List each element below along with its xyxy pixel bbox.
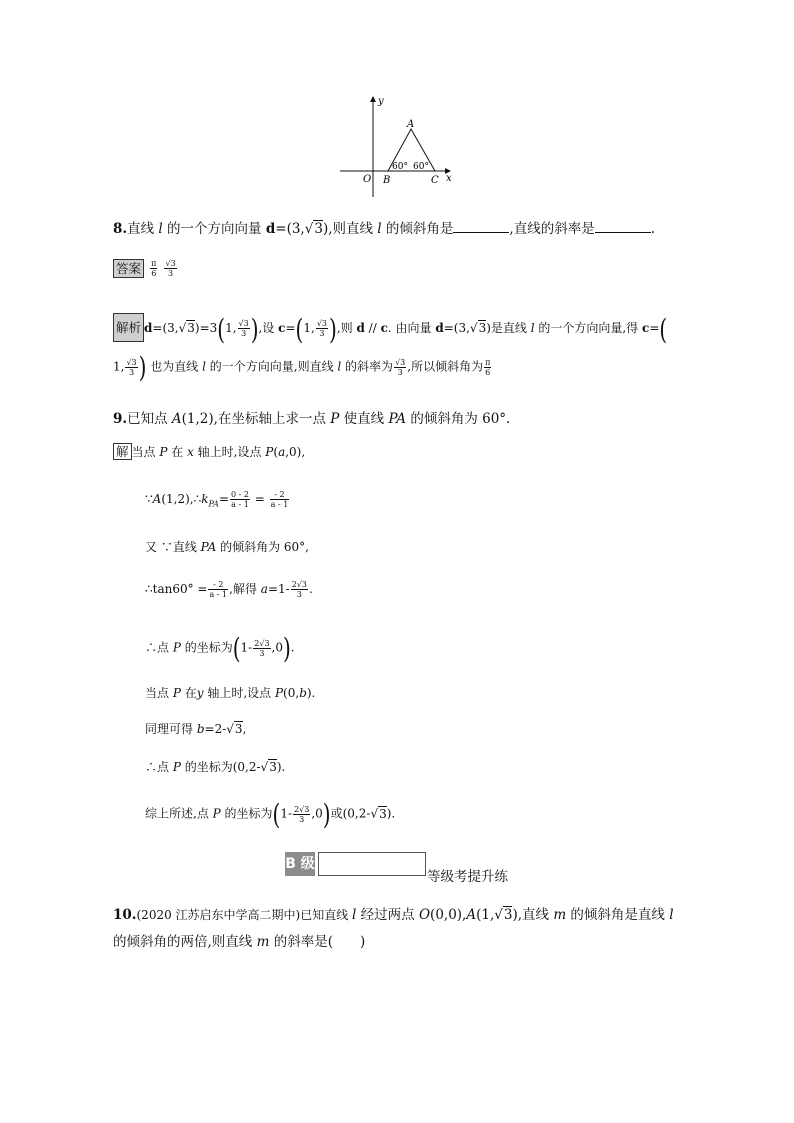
text: 在 [180,686,197,700]
sqrt: √3 [260,760,277,774]
text: ,0 [311,806,323,821]
text: =(3, [152,321,179,335]
text: (1, [476,907,495,923]
text: (1,2),∴ [161,492,202,506]
fraction: $\frac{\pi}{6}$ [485,357,491,377]
text: 已知点 [127,411,172,427]
solution-9-line-4 [145,580,313,599]
label-c: C [431,175,439,186]
vector: d [435,321,444,335]
var: P [274,686,284,700]
var: A [152,492,162,506]
text: 经过两点 [356,907,419,923]
text: (1,2) [181,411,214,427]
var: l [530,321,535,335]
paren: ( [659,311,668,346]
answer-blank[interactable] [595,220,651,233]
solution-9-line-2 [145,490,290,509]
sqrt: √3 [304,221,323,237]
q8-text: ),则直线 [322,221,378,237]
var: l [352,907,357,923]
paren: ( [272,797,281,831]
text: . 由向量 [387,321,436,335]
text: ,设 [258,321,279,335]
subscript: PA [208,499,219,509]
paren: ) [322,797,331,831]
text: 1- [280,806,293,821]
text: 轴上时,设点 [193,445,266,459]
analysis-8-line-2 [113,350,492,384]
text: ,解得 [229,582,261,596]
var: A [466,907,477,923]
var: P [212,806,221,821]
text: (0, [283,686,300,700]
question-8 [113,217,655,237]
var: b [299,686,307,700]
level-badge: B 级 [285,852,315,876]
fraction: $\frac{2√3}{3}$ [291,580,307,599]
text: 轴上时,设点 [203,686,275,700]
label-o: O [363,174,372,185]
text: 同理可得 [145,722,197,736]
angle-right: 60° [413,162,429,172]
analysis-8-line-1 [113,311,668,346]
paren: ) [329,311,337,346]
text: ). [276,760,286,774]
q8-text: 的倾斜角是 [381,221,454,237]
solution-tag: 解 [113,443,132,460]
paren: ) [282,631,291,665]
q8-vector: d [265,221,276,237]
text: 的倾斜角为 60°. [406,411,511,427]
text: 也为直线 [146,359,203,374]
text: ). [306,686,316,700]
q10-number: 10. [113,907,137,923]
fraction: $\frac{\pi}{6}$ [151,259,157,278]
label-a: A [407,119,415,130]
fraction: $\frac{√3}{3}$ [238,319,249,338]
text: = [285,321,296,335]
sqrt: √3 [226,722,243,736]
paren: ( [232,631,241,665]
vector: c [642,321,650,335]
label-b: B [383,175,391,186]
solution-9-line-5 [145,631,295,665]
vector: c [380,321,388,335]
text: ). [386,806,396,821]
text: 1- [240,640,253,655]
var: l [202,359,206,374]
fraction: $\frac{2√3}{3}$ [254,638,270,658]
var: l [669,907,674,923]
text: // [364,321,381,335]
solution-9-line-6 [145,684,315,701]
label-y: y [378,96,384,107]
text: ∴点 [145,640,173,655]
var: m [256,934,270,950]
text: ,所以倾斜角为 [407,359,484,374]
text: = [250,492,269,506]
text: 或(0,2- [330,806,371,821]
sqrt: √3 [469,321,487,335]
text: . [308,582,313,596]
var: P [172,640,181,655]
text: 的坐标为 [180,640,233,655]
var: m [553,907,567,923]
text: 的倾斜角是直线 [566,907,670,923]
paren: ( [217,311,226,346]
text: 的倾斜角的两倍,则直线 [113,934,257,950]
var: A [171,411,182,427]
var: l [337,359,342,374]
text: 的一个方向向量,则直线 [205,359,338,374]
text: ,则 [336,321,357,335]
var: PA [200,540,217,554]
q8-text: 直线 [127,221,159,237]
vector: c [278,321,286,335]
answer-8 [113,258,178,278]
text: ∵ [145,492,153,506]
level-badge-box [318,852,426,876]
text: 的倾斜角为 60°, [216,540,309,554]
fraction: $\frac{0 - 2}{a - 1}$ [231,490,249,509]
text: 的斜率是( ) [269,934,366,950]
answer-tag: 答案 [113,259,144,278]
text: )是直线 [486,321,531,335]
text: = [218,492,229,506]
text: =2- [204,722,227,736]
paren: ) [250,311,259,346]
fraction: $\frac{- 2}{a - 1}$ [209,580,228,599]
q8-text: ,直线的斜率是 [509,221,595,237]
solution-9-line-8 [145,758,285,775]
text: 的坐标为(0,2- [180,760,261,774]
var: a [260,582,268,596]
text: 1, [303,321,315,335]
q8-number: 8. [113,221,128,237]
text: 当点 [145,686,173,700]
text: ,0), [285,445,306,459]
q8-var: l [158,221,163,237]
text: = [649,321,660,335]
paren: ) [138,350,147,384]
text: ( [273,445,279,459]
q8-text: 的一个方向向量 [162,221,266,237]
text: ∴点 [145,760,173,774]
q8-text: =(3, [275,221,305,237]
answer-blank[interactable] [453,220,509,233]
vector: d [356,321,365,335]
text: ,0 [271,640,283,655]
q8-text: . [650,221,656,237]
fraction: $\frac{√3}{3}$ [395,357,406,377]
var: P [172,686,181,700]
text: . [290,640,295,655]
text: =(3, [443,321,470,335]
text: 的一个方向向量,得 [534,321,642,335]
fraction: $\frac{√3}{3}$ [316,319,327,338]
var: b [196,722,205,736]
text: 的坐标为 [220,806,273,821]
fraction: $\frac{2√3}{3}$ [294,804,310,824]
text: =1- [267,582,290,596]
q9-number: 9. [113,411,128,427]
var: y [196,686,204,700]
text: ),直线 [512,907,554,923]
label-x: x [446,173,452,184]
question-10-line-1 [113,903,674,923]
var: PA [388,411,407,427]
text: 当点 [131,445,160,459]
solution-9-line-9 [145,797,396,831]
text: (2020 江苏启东中学高二期中)已知直线 [136,908,353,922]
fraction: $\frac{- 2}{a - 1}$ [270,490,289,509]
var: P [172,760,181,774]
question-9 [113,407,510,427]
text: )=3 [194,321,218,335]
text: ,在坐标轴上求一点 [213,411,331,427]
fraction: $\frac{√3}{3}$ [165,259,176,278]
solution-9-line-7 [145,720,246,737]
text: 1, [113,359,125,374]
q8-var: l [377,221,382,237]
text: 的斜率为 [341,359,394,374]
var: O [418,907,431,923]
analysis-tag: 解析 [113,313,144,342]
var: P [159,445,168,459]
text: , [242,722,247,736]
text: (0,0), [430,907,467,923]
sqrt: √3 [370,806,387,821]
var: x [187,445,194,459]
var: a [278,445,286,459]
text: 综上所述,点 [145,806,213,821]
section-title: 等级考提升练 [427,869,508,885]
paren: ( [295,311,304,346]
var: P [265,445,274,459]
sqrt: √3 [178,321,195,335]
text: ∴tan60° = [145,582,208,596]
fraction: $\frac{√3}{3}$ [126,357,137,377]
vector: d [144,321,153,335]
solution-9-line-1 [113,443,305,460]
text: 1, [225,321,237,335]
text: 在 [167,445,188,459]
sqrt: √3 [494,907,513,923]
text: 又 ∵直线 [145,540,201,554]
triangle-figure [335,92,460,202]
question-10-line-2 [113,930,365,950]
text: 使直线 [339,411,389,427]
solution-9-line-3 [145,538,309,555]
var: P [330,411,340,427]
var: k [201,492,209,506]
angle-left: 60° [392,162,408,172]
